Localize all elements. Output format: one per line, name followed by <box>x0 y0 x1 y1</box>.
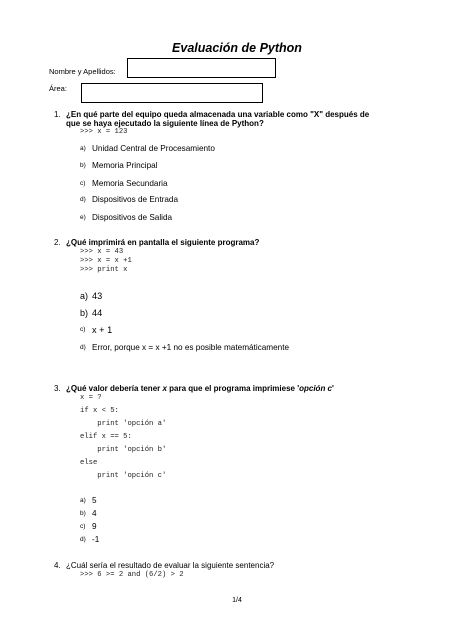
option-text: 5 <box>92 496 97 505</box>
question-text-line: ¿Qué imprimirá en pantalla el siguiente programa? <box>66 238 260 247</box>
question-text: ' <box>332 384 334 393</box>
code-line: print 'opción a' <box>80 420 167 428</box>
option-text: Error, porque x = x +1 no es posible matemáticamente <box>92 343 290 352</box>
code-line: elif x == 5: <box>80 433 132 441</box>
page-number: 1/4 <box>232 597 242 604</box>
question-text-line: ¿En qué parte del equipo queda almacenada una variable como "X" después de <box>66 110 370 119</box>
question-text: ¿Qué valor debería tener <box>66 384 163 393</box>
code-line: x = ? <box>80 394 102 402</box>
question-4 <box>54 561 426 570</box>
option-text: Dispositivos de Salida <box>92 213 173 222</box>
option-letter: c) <box>80 180 86 187</box>
question-number: 1. <box>54 110 61 119</box>
question-quote: opción c <box>299 384 332 393</box>
option-letter: d) <box>80 196 86 203</box>
question-text-line: que se haya ejecutado la siguiente línea de Python? <box>66 119 264 128</box>
code-line: print 'opción b' <box>80 446 167 454</box>
question-3 <box>54 384 446 393</box>
option-text: 44 <box>92 308 103 318</box>
document-title: Evaluación de Python <box>172 41 302 55</box>
option-text: x + 1 <box>92 325 113 335</box>
question-text: para que el programa imprimiese ' <box>166 384 300 393</box>
option-text: 43 <box>92 291 103 301</box>
code-line: >>> x = x +1 <box>80 257 132 265</box>
code-line: else <box>80 459 98 467</box>
code-line: print 'opción c' <box>80 472 167 480</box>
question-number: 2. <box>54 238 61 247</box>
option-letter: a) <box>80 497 86 504</box>
option-letter: a) <box>80 145 86 152</box>
question-1 <box>54 110 426 128</box>
option-letter: d) <box>80 536 86 543</box>
area-field-label: Área: <box>49 84 67 93</box>
option-text: -1 <box>92 535 100 544</box>
option-letter: c) <box>80 523 86 530</box>
option-text: 4 <box>92 509 97 518</box>
option-text: Dispositivos de Entrada <box>92 195 179 204</box>
option-letter: a) <box>80 291 89 301</box>
question-number: 4. <box>54 561 61 570</box>
code-line: if x < 5: <box>80 407 119 415</box>
option-letter: b) <box>80 308 89 318</box>
option-letter: b) <box>80 162 86 169</box>
code-line: >>> x = 123 <box>80 128 128 136</box>
option-text: 9 <box>92 522 97 531</box>
option-text: Memoria Secundaria <box>92 179 168 188</box>
option-letter: d) <box>80 344 86 351</box>
name-field-label: Nombre y Apellidos: <box>49 67 116 76</box>
name-field[interactable] <box>127 58 276 78</box>
option-letter: e) <box>80 214 86 221</box>
question-variable: x <box>162 384 167 393</box>
code-line: >>> print x <box>80 266 128 274</box>
question-number: 3. <box>54 384 61 393</box>
area-field[interactable] <box>81 83 263 103</box>
option-text: Unidad Central de Procesamiento <box>92 144 215 153</box>
question-text-line: ¿Cuál sería el resultado de evaluar la siguiente sentencia? <box>66 561 275 570</box>
option-letter: c) <box>80 326 86 333</box>
option-letter: b) <box>80 510 86 517</box>
question-2 <box>54 238 426 247</box>
code-line: >>> 6 >= 2 and (6/2) > 2 <box>80 571 184 579</box>
code-line: >>> x = 43 <box>80 248 124 256</box>
option-text: Memoria Principal <box>92 161 158 170</box>
